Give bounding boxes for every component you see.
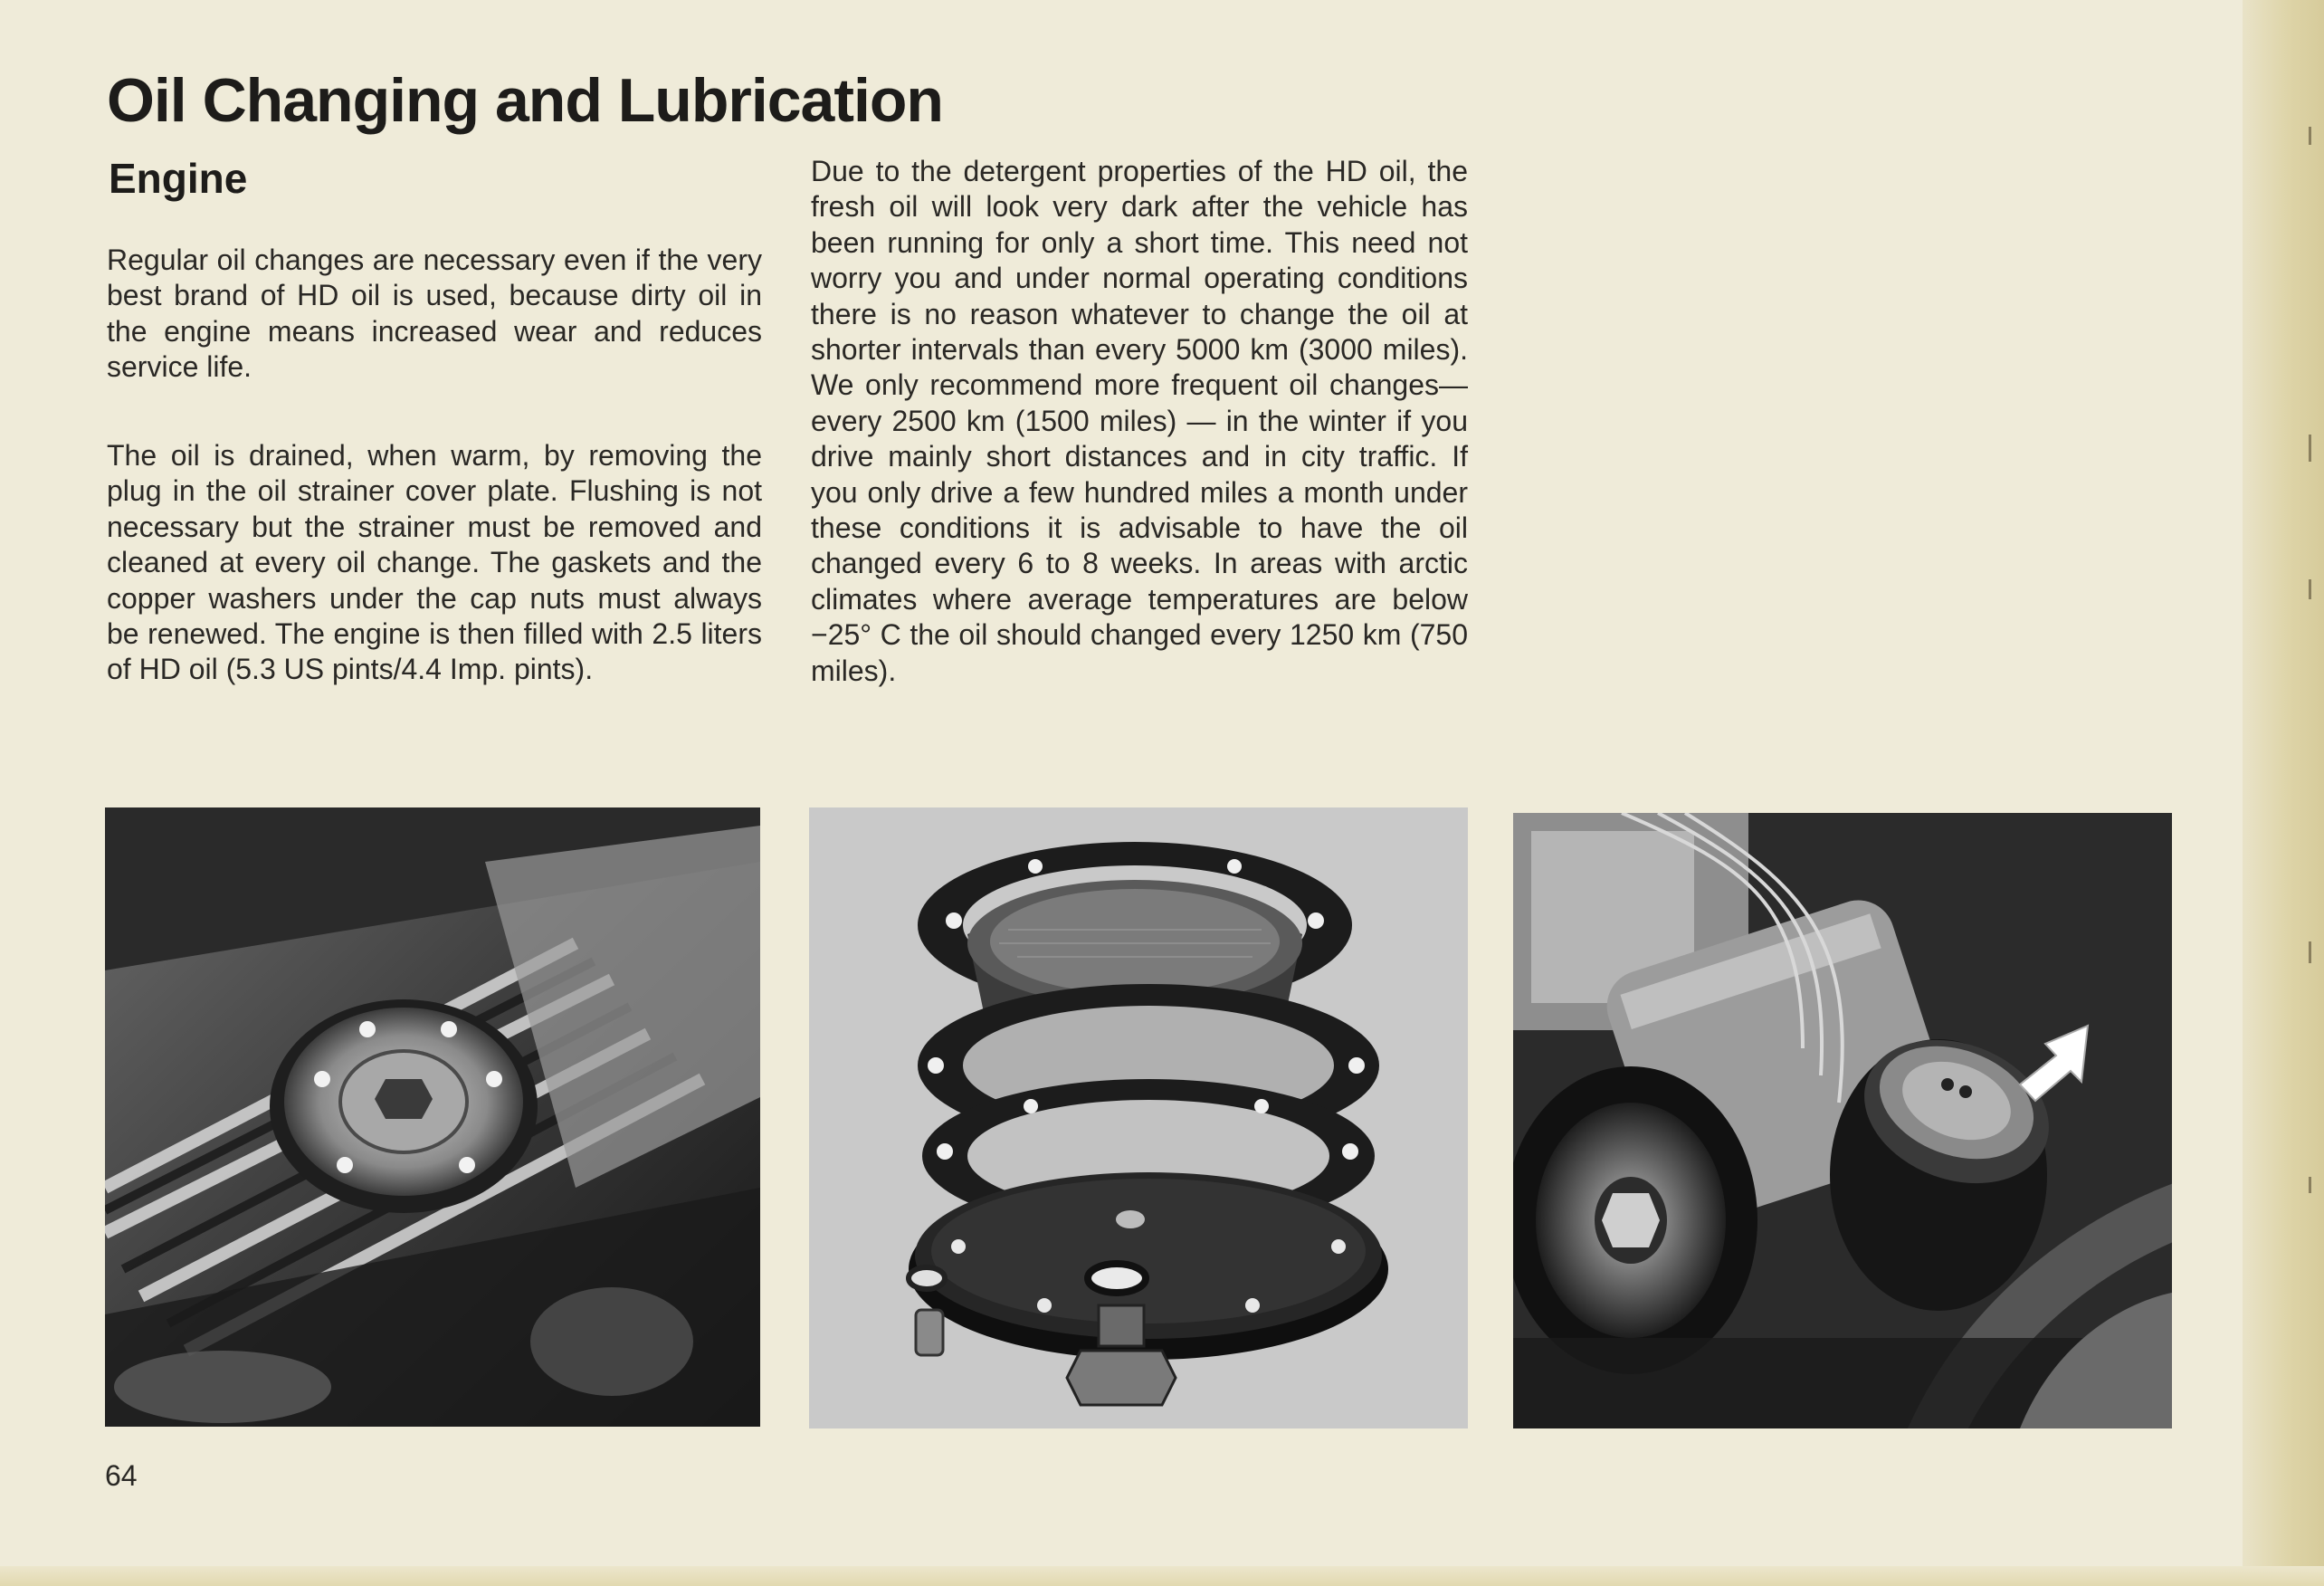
photo-oil-filler-cap (1513, 813, 2172, 1428)
page-edge-shadow (2243, 0, 2324, 1586)
page-number: 64 (105, 1459, 138, 1492)
photo-oil-strainer-exploded (809, 807, 1468, 1428)
page-title: Oil Changing and Lubrication (107, 66, 943, 135)
photo-engine-underside (105, 807, 760, 1427)
paragraph-detergent: Due to the detergent properties of the HD oil, the fresh oil will look very dark after the vehicle has been running for only a short time. This need not worry you and under normal operating conditions there is no reason whatever to change the oil at shorter intervals than every 5000 km (3000 miles). We only recommend more frequent oil changes—every 2500 km (1500 miles) — in the winter if you drive mainly short distances and in city traffic. If you only drive a few hundred miles a month under these conditions it is advisable to have the oil changed every 6 to 8 weeks. In areas with arctic climates where average temperatures are below −25° C the oil should changed every 1250 km (750 miles). (811, 155, 1468, 687)
paragraph-oil-changes: Regular oil changes are necessary even if the very best brand of HD oil is used, because dirty oil in the engine means increased wear and reduces service life. (107, 244, 762, 384)
page-bottom-edge (0, 1566, 2324, 1586)
paragraph-draining: The oil is drained, when warm, by removing the plug in the oil strainer cover plate. Flushing is not necessary but the strainer must be removed and cleaned at every oil change. The gaskets and the copper washers under the cap nuts must always be renewed. The engine is then filled with 2.5 liters of HD oil (5.3 US pints/4.4 Imp. pints). (107, 439, 762, 686)
section-heading: Engine (109, 155, 248, 202)
